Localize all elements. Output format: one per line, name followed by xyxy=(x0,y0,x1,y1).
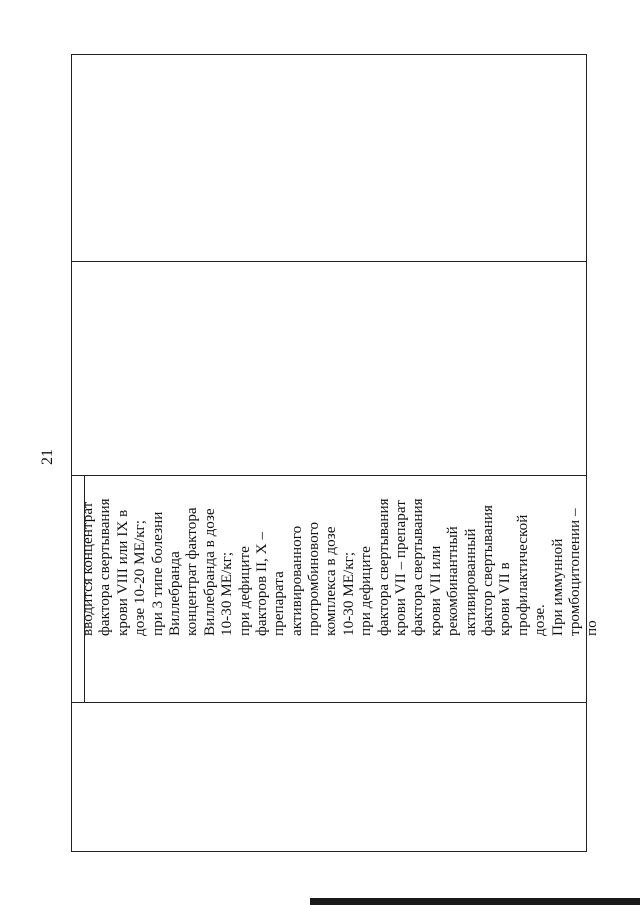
page-number: 21 xyxy=(39,449,56,465)
text-line: Виллебранда в дозе xyxy=(200,508,218,636)
text-line: 10-30 МЕ/кг; xyxy=(218,551,236,636)
text-line: дозе 10-20 МЕ/кг; xyxy=(131,520,149,636)
text-line: активированного xyxy=(287,525,305,636)
text-line: профилактической xyxy=(513,514,531,636)
text-line: при 3 типе болезни xyxy=(148,511,166,636)
text-line: по xyxy=(583,620,601,636)
text-line: активированный xyxy=(461,528,479,636)
text-line: при дефиците xyxy=(357,546,375,636)
text-line: вводится концентрат xyxy=(79,501,96,636)
text-line: рекомбинантный xyxy=(444,526,462,636)
text-line: крови VII в xyxy=(496,562,514,636)
text-line: препарата xyxy=(270,571,288,636)
table-row-divider xyxy=(72,261,586,262)
text-line: Виллебранда xyxy=(165,551,183,636)
text-line: При иммунной xyxy=(548,538,566,636)
text-line: тромбоцитопении – xyxy=(565,508,583,636)
treatment-cell-text xyxy=(79,476,601,636)
text-line: фактор свертывания xyxy=(478,505,496,636)
text-line: факторов II, X – xyxy=(252,531,270,636)
text-line: комплекса в дозе xyxy=(322,526,340,636)
text-line: 10-30 МЕ/кг; xyxy=(339,551,357,636)
scan-edge xyxy=(310,898,640,905)
text-line: фактора свертывания xyxy=(374,498,392,636)
text-line: концентрат фактора xyxy=(183,507,201,636)
text-line: крови VII – препарат xyxy=(392,500,410,636)
text-line: крови VII или xyxy=(426,545,444,636)
text-line: фактора свертывания xyxy=(409,498,427,636)
table-frame xyxy=(71,54,587,852)
text-line: протромбинового xyxy=(305,521,323,636)
text-line: крови VIII или IX в xyxy=(113,509,131,636)
table-row-divider xyxy=(72,702,586,703)
text-line: дозе. xyxy=(531,604,549,636)
text-line: при дефиците xyxy=(235,546,253,636)
text-line: фактора свертывания xyxy=(96,498,114,636)
